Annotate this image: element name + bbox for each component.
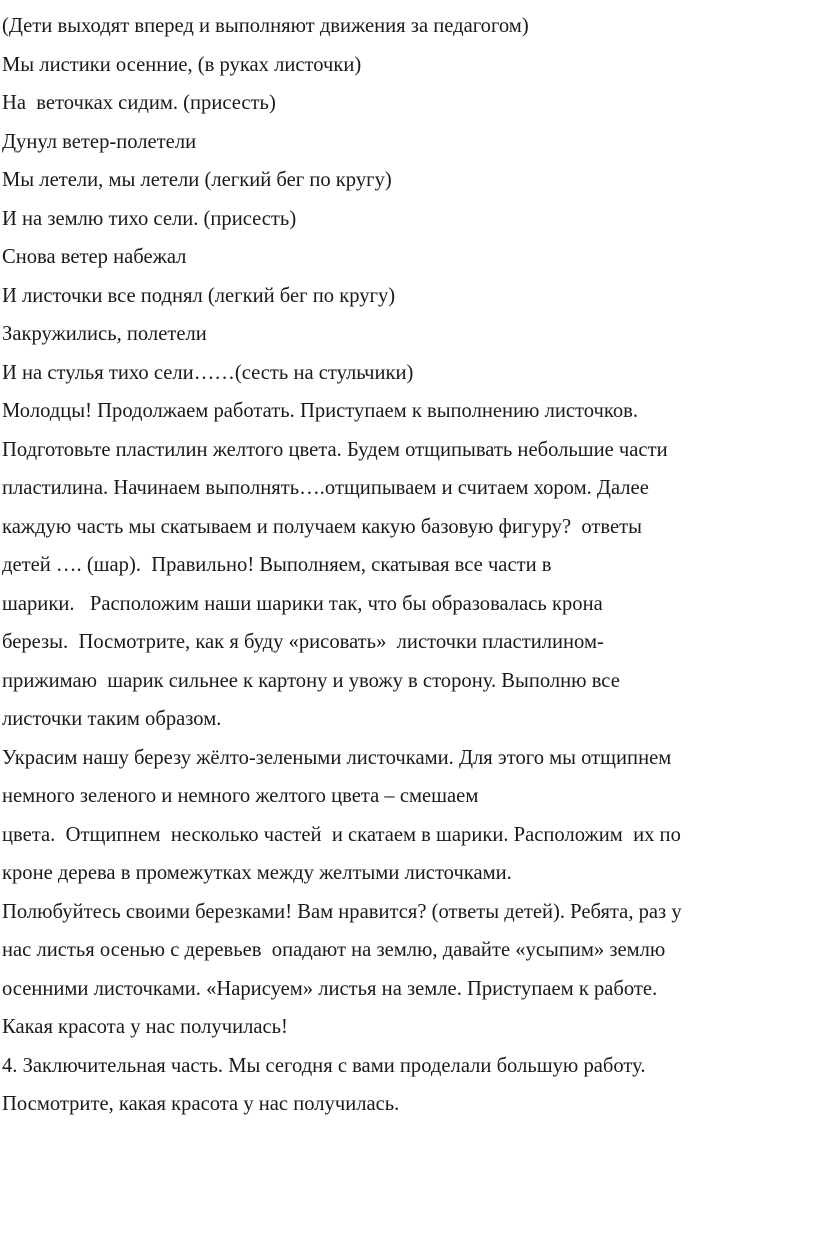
text-line: детей …. (шар). Правильно! Выполняем, скатывая все части в (2, 554, 552, 576)
text-line: березы. Посмотрите, как я буду «рисовать» листочки пластилином- (2, 631, 604, 653)
text-line: каждую часть мы скатываем и получаем какую базовую фигуру? ответы (2, 515, 642, 538)
text-line: И листочки все поднял (легкий бег по кругу) (2, 284, 396, 307)
text-line: И на землю тихо сели. (присесть) (2, 207, 297, 230)
text-line: И на стулья тихо сели……(сесть на стульчики) (2, 361, 414, 384)
text-line: Подготовьте пластилин желтого цвета. Будем отщипывать небольшие части (2, 438, 668, 461)
text-line: Какая красота у нас получилась! (2, 1016, 288, 1038)
text-line: Мы летели, мы летели (легкий бег по кругу) (2, 169, 392, 191)
text-line: цвета. Отщипнем несколько частей и скатаем в шарики. Расположим их по (2, 823, 681, 846)
text-line: прижимаю шарик сильнее к картону и увожу в сторону. Выполню все (2, 669, 620, 692)
document-text (2, 7, 814, 1124)
text-line: 4. Заключительная часть. Мы сегодня с вами проделали большую работу. (2, 1054, 646, 1077)
text-line: нас листья осенью с деревьев опадают на землю, давайте «усыпим» землю (2, 939, 666, 961)
text-line: Закружились, полетели (2, 323, 207, 345)
text-line: шарики. Расположим наши шарики так, что бы образовалась крона (2, 592, 603, 615)
text-line: Полюбуйтесь своими березками! Вам нравится? (ответы детей). Ребята, раз у (2, 900, 682, 923)
text-line: Посмотрите, какая красота у нас получилась. (2, 1093, 400, 1115)
text-line: Молодцы! Продолжаем работать. Приступаем к выполнению листочков. (2, 400, 639, 422)
text-line: Мы листики осенние, (в руках листочки) (2, 53, 362, 76)
text-line: кроне дерева в промежутках между желтыми листочками. (2, 862, 512, 884)
text-line: Украсим нашу березу жёлто-зелеными листочками. Для этого мы отщипнем (2, 746, 672, 769)
text-line: Снова ветер набежал (2, 246, 187, 268)
text-line: (Дети выходят вперед и выполняют движения за педагогом) (2, 15, 529, 37)
text-line: осенними листочками. «Нарисуем» листья на земле. Приступаем к работе. (2, 977, 658, 1000)
text-line: немного зеленого и немного желтого цвета – смешаем (2, 785, 479, 807)
text-line: Дунул ветер-полетели (2, 130, 197, 153)
text-line: пластилина. Начинаем выполнять….отщипываем и считаем хором. Далее (2, 477, 649, 499)
text-line: листочки таким образом. (2, 708, 222, 730)
text-line: На веточках сидим. (присесть) (2, 92, 276, 114)
